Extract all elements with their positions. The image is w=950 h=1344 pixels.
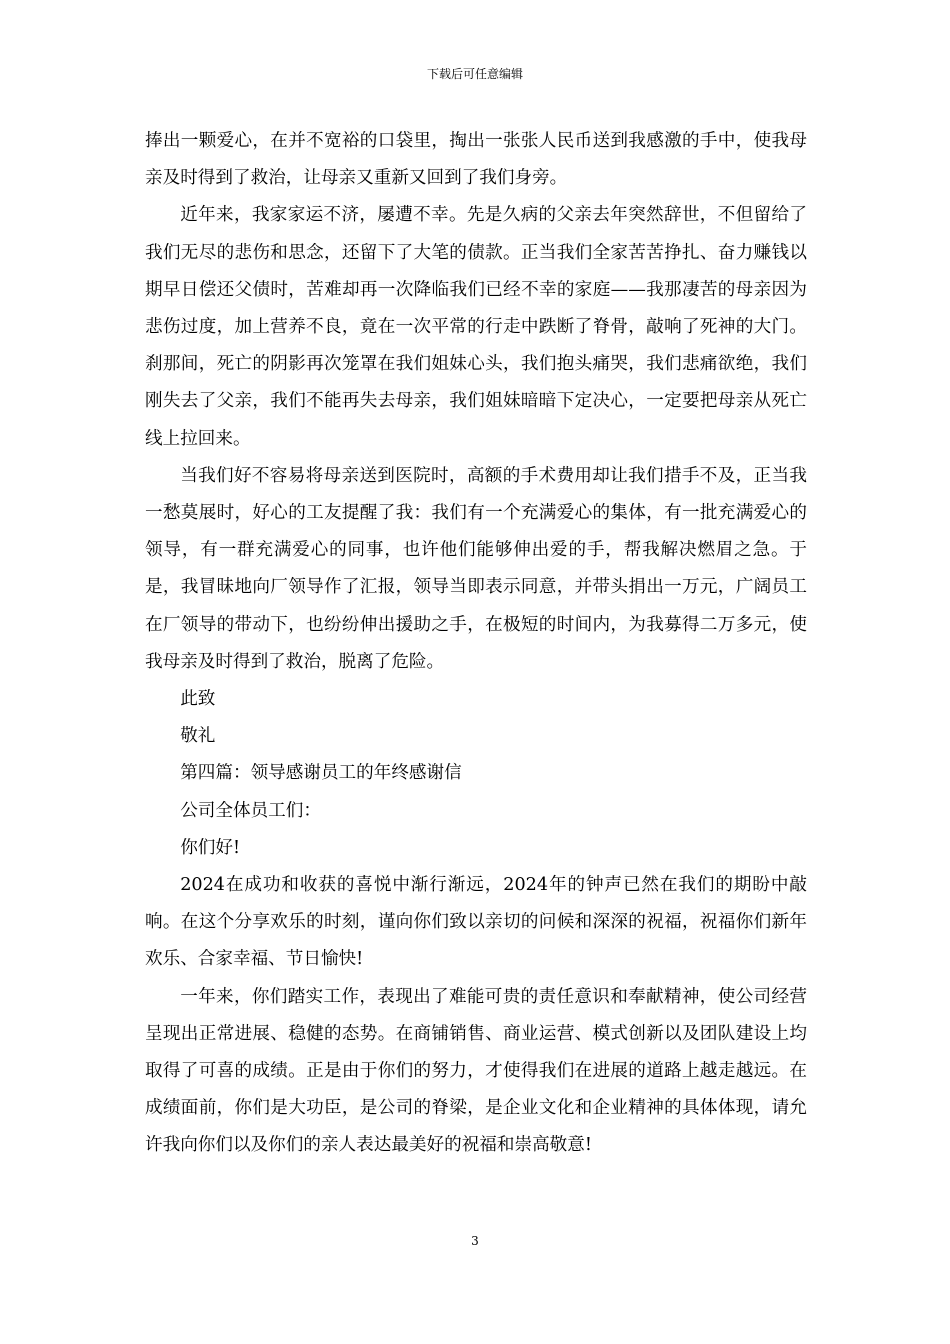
page-header-note: 下载后可任意编辑 (426, 67, 523, 81)
section-heading: 第四篇：领导感谢员工的年终感谢信 (180, 763, 462, 784)
closing-salutation: 此致 (180, 689, 216, 710)
page-number: 3 (471, 1234, 479, 1248)
letter-greeting: 你们好! (180, 837, 241, 858)
paragraph-continued: 捧出一颗爱心，在并不宽裕的口袋里，掏出一张张人民币送到我感激的手中，使我母亲及时得到了救治，让母亲又重新又回到了我们身旁。 (145, 131, 807, 189)
paragraph-family-misfortune: 近年来，我家家运不济，屡遭不幸。先是久病的父亲去年突然辞世，不但留给了我们无尽的悲伤和思念，还留下了大笔的债款。正当我们全家苦苦挣扎、奋力赚钱以期早日偿还父债时，苦难却再一次降临我们已经不幸的家庭——我那凄苦的母亲因为悲伤过度，加上营养不良，竟在一次平常的行走中跌断了脊骨，敲响了死神的大门。刹那间，死亡的阴影再次笼罩在我们姐妹心头，我们抱头痛哭，我们悲痛欲绝，我们刚失去了父亲，我们不能再失去母亲，我们姐妹暗暗下定决心，一定要把母亲从死亡线上拉回来。 (145, 205, 807, 449)
document-body (145, 123, 807, 1165)
letter-addressee: 公司全体员工们： (180, 800, 321, 821)
paragraph-new-year: 2024在成功和收获的喜悦中渐行渐远，2024年的钟声已然在我们的期盼中敲响。在这个分享欢乐的时刻，谨向你们致以亲切的问候和深深的祝福，祝福你们新年欢乐、合家幸福、节日愉快! (145, 875, 807, 970)
closing-regards: 敬礼 (180, 726, 216, 747)
paragraph-achievements: 一年来，你们踏实工作，表现出了难能可贵的责任意识和奉献精神，使公司经营呈现出正常进展、稳健的态势。在商铺销售、商业运营、模式创新以及团队建设上均取得了可喜的成绩。正是由于你们的努力，才使得我们在进展的道路上越走越远。在成绩面前，你们是大功臣，是公司的脊梁，是企业文化和企业精神的具体体现，请允许我向你们以及你们的亲人表达最美好的祝福和崇高敬意! (145, 986, 807, 1156)
paragraph-hospital-donation: 当我们好不容易将母亲送到医院时，高额的手术费用却让我们措手不及，正当我一愁莫展时，好心的工友提醒了我：我们有一个充满爱心的集体，有一批充满爱心的领导，有一群充满爱心的同事，也许他们能够伸出爱的手，帮我解决燃眉之急。于是，我冒昧地向厂领导作了汇报，领导当即表示同意，并带头捐出一万元，广阔员工在厂领导的带动下，也纷纷伸出援助之手，在极短的时间内，为我募得二万多元，使我母亲及时得到了救治，脱离了危险。 (145, 465, 807, 672)
